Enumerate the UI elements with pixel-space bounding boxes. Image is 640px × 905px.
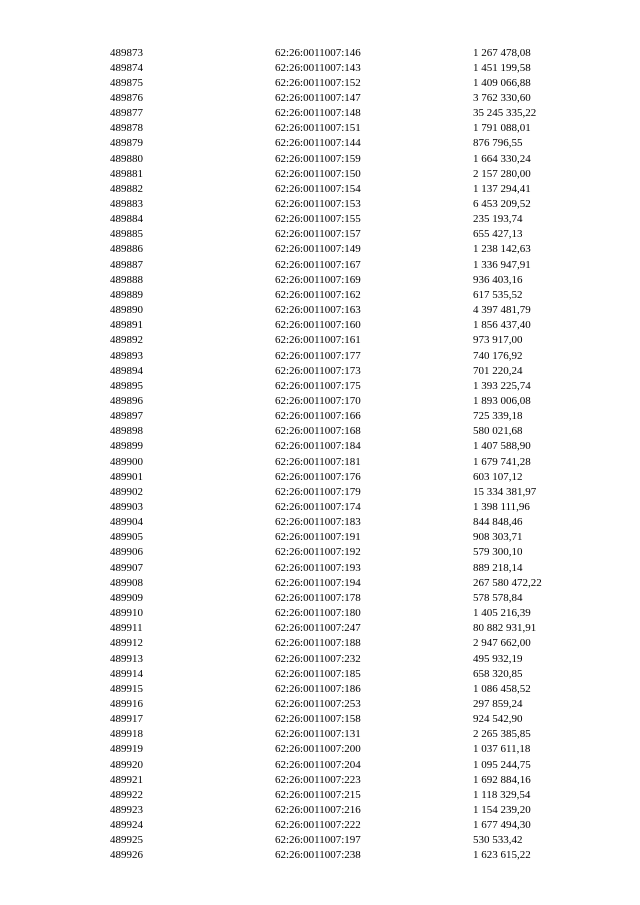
record-number: 489892 [110,334,143,347]
cadastral-value: 35 245 335,22 [473,107,537,120]
record-number: 489910 [110,607,143,620]
table-row [0,379,640,393]
record-number: 489884 [110,213,143,226]
cadastral-value: 924 542,90 [473,713,523,726]
cadastral-value: 1 692 884,16 [473,773,531,786]
cadastral-value: 1 238 142,63 [473,243,531,256]
table-row [0,773,640,787]
record-number: 489879 [110,137,143,150]
cadastral-number: 62:26:0011007:216 [275,804,361,816]
cadastral-number: 62:26:0011007:185 [275,667,361,680]
record-number: 489876 [110,91,143,104]
record-number: 489873 [110,46,143,59]
table-row [0,424,640,438]
table-row [0,712,640,726]
cadastral-number: 62:26:0011007:192 [275,546,361,559]
table-row [0,606,640,620]
cadastral-value: 267 580 472,22 [473,576,542,589]
table-row [0,788,640,802]
record-number: 489885 [110,228,143,241]
table-row [0,242,640,256]
record-number: 489890 [110,304,143,317]
cadastral-number: 62:26:0011007:167 [275,258,361,271]
cadastral-value: 1 137 294,41 [473,182,531,195]
cadastral-value: 1 407 588,90 [473,440,531,453]
cadastral-number: 62:26:0011007:193 [275,561,361,574]
table-row [0,409,640,423]
cadastral-value: 1 623 615,22 [473,849,531,862]
record-number: 489907 [110,561,143,574]
cadastral-number: 62:26:0011007:186 [275,682,361,695]
record-number: 489900 [110,455,143,468]
cadastral-value: 80 882 931,91 [473,622,537,635]
cadastral-number: 62:26:0011007:194 [275,576,361,589]
cadastral-value: 1 154 239,20 [473,804,531,816]
cadastral-value: 1 664 330,24 [473,152,531,165]
record-number: 489889 [110,288,143,301]
record-number: 489901 [110,470,143,483]
cadastral-number: 62:26:0011007:197 [275,834,361,847]
table-row [0,803,640,817]
table-row [0,848,640,862]
cadastral-number: 62:26:0011007:204 [275,758,361,771]
table-row [0,227,640,241]
record-number: 489893 [110,349,143,362]
record-number: 489916 [110,697,143,710]
record-number: 489903 [110,501,143,513]
cadastral-number: 62:26:0011007:131 [275,728,361,741]
cadastral-value: 1 095 244,75 [473,758,531,771]
record-number: 489914 [110,667,143,680]
table-row [0,576,640,590]
record-number: 489920 [110,758,143,771]
record-number: 489877 [110,107,143,120]
record-number: 489909 [110,591,143,604]
cadastral-value: 1 679 741,28 [473,455,531,468]
record-number: 489895 [110,379,143,392]
table-row [0,136,640,150]
table-row [0,652,640,666]
cadastral-value: 876 796,55 [473,137,523,150]
cadastral-value: 1 398 111,96 [473,501,530,513]
record-number: 489887 [110,258,143,271]
cadastral-number: 62:26:0011007:188 [275,637,361,650]
record-number: 489925 [110,834,143,847]
record-number: 489888 [110,273,143,286]
cadastral-value: 1 336 947,91 [473,258,531,271]
cadastral-value: 1 405 216,39 [473,607,531,620]
table-row [0,364,640,378]
cadastral-value: 908 303,71 [473,531,523,544]
cadastral-number: 62:26:0011007:150 [275,167,361,180]
record-number: 489875 [110,76,143,89]
cadastral-number: 62:26:0011007:184 [275,440,361,453]
table-row [0,212,640,226]
cadastral-number: 62:26:0011007:154 [275,182,361,195]
table-row [0,515,640,529]
cadastral-number: 62:26:0011007:163 [275,304,361,317]
table-row [0,833,640,847]
cadastral-value: 1 086 458,52 [473,682,531,695]
table-row [0,500,640,514]
cadastral-value: 1 409 066,88 [473,76,531,89]
record-number: 489894 [110,364,143,377]
table-row [0,697,640,711]
cadastral-number: 62:26:0011007:200 [275,743,361,756]
cadastral-value: 658 320,85 [473,667,523,680]
cadastral-value: 4 397 481,79 [473,304,531,317]
table-row [0,333,640,347]
table-row [0,591,640,605]
record-number: 489918 [110,728,143,741]
table-row [0,303,640,317]
record-number: 489880 [110,152,143,165]
record-number: 489886 [110,243,143,256]
cadastral-number: 62:26:0011007:238 [275,849,361,862]
record-number: 489896 [110,394,143,407]
cadastral-number: 62:26:0011007:169 [275,273,361,286]
record-number: 489913 [110,652,143,665]
table-row [0,439,640,453]
cadastral-value: 2 947 662,00 [473,637,531,650]
record-number: 489923 [110,804,143,816]
cadastral-number: 62:26:0011007:168 [275,425,361,438]
cadastral-value: 1 118 329,54 [473,788,531,801]
cadastral-value: 297 859,24 [473,697,523,710]
cadastral-number: 62:26:0011007:174 [275,501,361,513]
cadastral-number: 62:26:0011007:223 [275,773,361,786]
cadastral-value: 578 578,84 [473,591,523,604]
table-row [0,530,640,544]
cadastral-value: 936 403,16 [473,273,523,286]
record-number: 489926 [110,849,143,862]
record-number: 489881 [110,167,143,180]
cadastral-number: 62:26:0011007:232 [275,652,361,665]
cadastral-value: 1 267 478,08 [473,46,531,59]
cadastral-number: 62:26:0011007:162 [275,288,361,301]
cadastral-value: 701 220,24 [473,364,523,377]
cadastral-value: 2 157 280,00 [473,167,531,180]
table-row [0,258,640,272]
table-row [0,470,640,484]
cadastral-number: 62:26:0011007:247 [275,622,361,635]
record-number: 489922 [110,788,143,801]
table-row [0,349,640,363]
table-row [0,394,640,408]
record-number: 489898 [110,425,143,438]
cadastral-value: 579 300,10 [473,546,523,559]
cadastral-number: 62:26:0011007:170 [275,394,361,407]
record-number: 489908 [110,576,143,589]
table-row [0,121,640,135]
cadastral-number: 62:26:0011007:148 [275,107,361,120]
table-row [0,167,640,181]
cadastral-value: 889 218,14 [473,561,523,574]
cadastral-value: 617 535,52 [473,288,523,301]
cadastral-number: 62:26:0011007:147 [275,91,361,104]
record-number: 489899 [110,440,143,453]
table-row [0,197,640,211]
record-number: 489878 [110,122,143,135]
record-number: 489904 [110,516,143,529]
cadastral-number: 62:26:0011007:222 [275,819,361,832]
cadastral-value: 580 021,68 [473,425,523,438]
cadastral-number: 62:26:0011007:179 [275,485,361,498]
table-row [0,182,640,196]
cadastral-number: 62:26:0011007:161 [275,334,361,347]
cadastral-value: 530 533,42 [473,834,523,847]
record-number: 489919 [110,743,143,756]
record-number: 489905 [110,531,143,544]
cadastral-value: 1 037 611,18 [473,743,531,756]
cadastral-value: 495 932,19 [473,652,523,665]
cadastral-value: 15 334 381,97 [473,485,537,498]
cadastral-number: 62:26:0011007:191 [275,531,361,544]
cadastral-value: 2 265 385,85 [473,728,531,741]
cadastral-number: 62:26:0011007:166 [275,410,361,423]
table-row [0,76,640,90]
record-number: 489882 [110,182,143,195]
cadastral-value: 725 339,18 [473,410,523,423]
cadastral-number: 62:26:0011007:175 [275,379,361,392]
cadastral-number: 62:26:0011007:157 [275,228,361,241]
record-number: 489912 [110,637,143,650]
table-row [0,455,640,469]
cadastral-value: 973 917,00 [473,334,523,347]
cadastral-value: 740 176,92 [473,349,523,362]
record-number: 489891 [110,319,143,332]
cadastral-value: 1 677 494,30 [473,819,531,832]
cadastral-number: 62:26:0011007:149 [275,243,361,256]
record-number: 489921 [110,773,143,786]
cadastral-number: 62:26:0011007:143 [275,61,361,74]
cadastral-number: 62:26:0011007:159 [275,152,361,165]
table-row [0,561,640,575]
cadastral-number: 62:26:0011007:178 [275,591,361,604]
cadastral-number: 62:26:0011007:173 [275,364,361,377]
record-number: 489883 [110,198,143,210]
record-number: 489924 [110,819,143,832]
record-number: 489906 [110,546,143,559]
cadastral-number: 62:26:0011007:180 [275,607,361,620]
table-row [0,742,640,756]
cadastral-value: 603 107,12 [473,470,523,483]
cadastral-number: 62:26:0011007:215 [275,788,361,801]
cadastral-number: 62:26:0011007:177 [275,349,361,362]
cadastral-value: 655 427,13 [473,228,523,241]
cadastral-number: 62:26:0011007:181 [275,455,361,468]
cadastral-value: 1 393 225,74 [473,379,531,392]
cadastral-value: 1 893 006,08 [473,394,531,407]
record-number: 489897 [110,410,143,423]
cadastral-number: 62:26:0011007:158 [275,713,361,726]
cadastral-number: 62:26:0011007:253 [275,697,361,710]
cadastral-value: 1 856 437,40 [473,319,531,332]
table-row [0,682,640,696]
table-row [0,621,640,635]
cadastral-value: 1 451 199,58 [473,61,531,74]
cadastral-number: 62:26:0011007:152 [275,76,361,89]
cadastral-value: 235 193,74 [473,213,523,226]
cadastral-number: 62:26:0011007:153 [275,198,361,210]
cadastral-value: 6 453 209,52 [473,198,531,210]
cadastral-number: 62:26:0011007:155 [275,213,361,226]
cadastral-number: 62:26:0011007:144 [275,137,361,150]
table-row [0,667,640,681]
cadastral-value: 844 848,46 [473,516,523,529]
table-row [0,91,640,105]
table-row [0,485,640,499]
table-row [0,106,640,120]
cadastral-value: 1 791 088,01 [473,122,531,135]
cadastral-number: 62:26:0011007:176 [275,470,361,483]
record-number: 489915 [110,682,143,695]
table-row [0,636,640,650]
table-row [0,152,640,166]
table-row [0,288,640,302]
table-row [0,46,640,60]
cadastral-number: 62:26:0011007:183 [275,516,361,529]
cadastral-number: 62:26:0011007:146 [275,46,361,59]
record-number: 489917 [110,713,143,726]
table-row [0,818,640,832]
cadastral-value: 3 762 330,60 [473,91,531,104]
record-number: 489902 [110,485,143,498]
table-row [0,318,640,332]
table-row [0,545,640,559]
table-row [0,727,640,741]
record-number: 489874 [110,61,143,74]
table-row [0,758,640,772]
cadastral-number: 62:26:0011007:160 [275,319,361,332]
cadastral-number: 62:26:0011007:151 [275,122,361,135]
record-number: 489911 [110,622,143,635]
table-row [0,273,640,287]
table-row [0,61,640,75]
